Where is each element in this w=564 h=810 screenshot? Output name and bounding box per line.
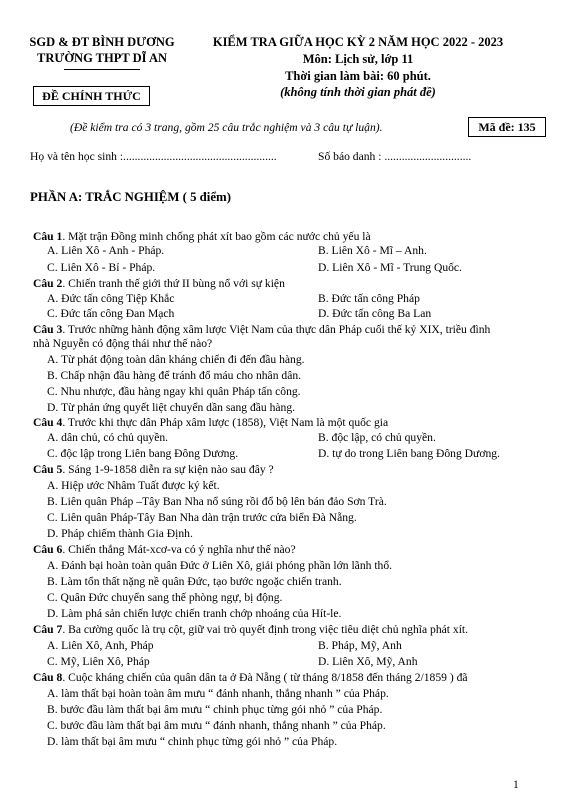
dept-name: SGD & ĐT BÌNH DƯƠNG: [29, 35, 175, 49]
option-b: B. Liên quân Pháp –Tây Ban Nha nổ súng rồi đổ bộ lên bán đảo Sơn Trà.: [47, 495, 387, 508]
option-b: B. Chấp nhận đầu hàng để tránh đổ máu cho nhân dân.: [47, 369, 302, 382]
exam-note: (Đề kiểm tra có 3 trang, gồm 25 câu trắc nghiệm và 3 câu tự luận).: [70, 121, 383, 134]
question-label: Câu 4: [33, 416, 63, 429]
question-5: [33, 463, 274, 476]
option-d: D. Từ phản ứng quyết liệt chuyển dần sang đầu hàng.: [47, 401, 296, 414]
option-c: C. Liên quân Pháp-Tây Ban Nha dàn trận trước cửa biển Đà Nẵng.: [47, 511, 357, 524]
exam-title: KIỂM TRA GIỮA HỌC KỲ 2 NĂM HỌC 2022 - 2023: [212, 35, 504, 49]
option-b: B. Đức tấn công Pháp: [318, 292, 420, 305]
question-label: Câu 3: [33, 323, 63, 336]
option-a: A. Đức tấn công Tiệp Khắc: [47, 292, 175, 305]
question-text: . Cuộc kháng chiến của quân dân ta ở Đà Nẵng ( từ tháng 8/1858 đến tháng 2/1859 ) đã: [62, 671, 468, 684]
section-a-title: PHẦN A: TRẮC NGHIỆM ( 5 điểm): [30, 190, 231, 204]
option-d: D. Liên Xô, Mỹ, Anh: [318, 655, 418, 668]
option-a: A. dân chủ, có chủ quyền.: [47, 431, 169, 444]
option-c: C. Quân Đức chuyển sang thế phòng ngự, bị động.: [47, 591, 283, 604]
school-underline: [64, 69, 140, 70]
option-a: A. Liên Xô - Anh - Pháp.: [47, 244, 165, 257]
option-d: D. làm thất bại âm mưu “ chinh phục từng gói nhỏ ” của Pháp.: [47, 735, 338, 748]
question-text: . Chiến tranh thế giới thứ II bùng nổ với sự kiện: [62, 277, 285, 290]
question-text: . Mặt trận Đồng minh chống phát xít bao gồm các nước chủ yếu là: [62, 230, 371, 243]
option-a: A. Từ phát động toàn dân kháng chiến đi đến đầu hàng.: [47, 353, 305, 366]
exam-time-note: (không tính thời gian phát đề): [280, 85, 436, 99]
question-label: Câu 1: [33, 230, 63, 243]
option-c: C. bước đầu làm thất bại âm mưu “ đánh nhanh, thắng nhanh ” của Pháp.: [47, 719, 386, 732]
student-id-field: Số báo danh : ..............................: [318, 150, 472, 163]
option-c: C. độc lập trong Liên bang Đông Dương.: [47, 447, 239, 460]
question-text: . Ba cường quốc là trụ cột, giữ vai trò quyết định trong việc tiêu diệt chủ nghĩa phát xít.: [62, 623, 469, 636]
option-c: C. Nhu nhược, đầu hàng ngay khi quân Pháp tấn công.: [47, 385, 301, 398]
option-c: C. Liên Xô - Bỉ - Pháp.: [47, 261, 156, 274]
question-8: [33, 671, 468, 684]
option-c: C. Đức tấn công Đan Mạch: [47, 307, 175, 320]
option-a: A. làm thất bại hoàn toàn âm mưu “ đánh nhanh, thắng nhanh ” của Pháp.: [47, 687, 389, 700]
question-3: [33, 323, 490, 336]
question-text: . Trước những hành động xâm lược Việt Nam của thực dân Pháp cuối thế kỷ XIX, triều đình: [62, 323, 491, 336]
official-badge: ĐỀ CHÍNH THỨC: [33, 86, 150, 106]
question-text: . Chiến thắng Mát-xcơ-va có ý nghĩa như thế nào?: [62, 543, 296, 556]
exam-time: Thời gian làm bài: 60 phút.: [285, 69, 431, 83]
question-2: [33, 277, 285, 290]
option-a: A. Liên Xô, Anh, Pháp: [47, 639, 154, 652]
option-b: B. Pháp, Mỹ, Anh: [318, 639, 402, 652]
question-text: . Trước khi thực dân Pháp xâm lược (1858), Việt Nam là một quốc gia: [62, 416, 389, 429]
option-b: B. độc lập, có chủ quyền.: [318, 431, 436, 444]
question-label: Câu 5: [33, 463, 63, 476]
exam-code-box: Mã đề: 135: [468, 117, 546, 137]
option-d: D. Làm phá sản chiến lược chiến tranh chớp nhoáng của Hít-le.: [47, 607, 342, 620]
question-label: Câu 2: [33, 277, 63, 290]
school-name: TRƯỜNG THPT DĨ AN: [37, 51, 167, 65]
option-b: B. Liên Xô - Mĩ – Anh.: [318, 244, 427, 257]
question-7: [33, 623, 468, 636]
question-6: [33, 543, 296, 556]
question-3-continued: nhà Nguyễn có động thái như thế nào?: [33, 337, 213, 350]
question-label: Câu 7: [33, 623, 63, 636]
option-d: D. Liên Xô - Mĩ - Trung Quốc.: [318, 261, 462, 274]
exam-subject: Môn: Lịch sử, lớp 11: [302, 52, 414, 66]
page-number: 1: [513, 778, 519, 791]
option-a: A. Hiệp ước Nhâm Tuất được ký kết.: [47, 479, 220, 492]
option-d: D. tự do trong Liên bang Đông Dương.: [318, 447, 500, 460]
option-d: D. Đức tấn công Ba Lan: [318, 307, 432, 320]
question-text: . Sáng 1-9-1858 diễn ra sự kiện nào sau đây ?: [62, 463, 274, 476]
question-1: [33, 230, 371, 243]
option-b: B. Làm tổn thất nặng nề quân Đức, tạo bước ngoặc chiến tranh.: [47, 575, 342, 588]
option-c: C. Mỹ, Liên Xô, Pháp: [47, 655, 150, 668]
question-label: Câu 6: [33, 543, 63, 556]
option-b: B. bước đầu làm thất bại âm mưu “ chinh phục từng gói nhỏ ” của Pháp.: [47, 703, 383, 716]
question-4: [33, 416, 388, 429]
option-d: D. Pháp chiếm thành Gia Định.: [47, 527, 193, 540]
option-a: A. Đánh bại hoàn toàn quân Đức ở Liên Xô, giải phóng phần lớn lãnh thổ.: [47, 559, 393, 572]
question-label: Câu 8: [33, 671, 63, 684]
student-name-field: Họ và tên học sinh :.....................................................: [30, 150, 277, 163]
